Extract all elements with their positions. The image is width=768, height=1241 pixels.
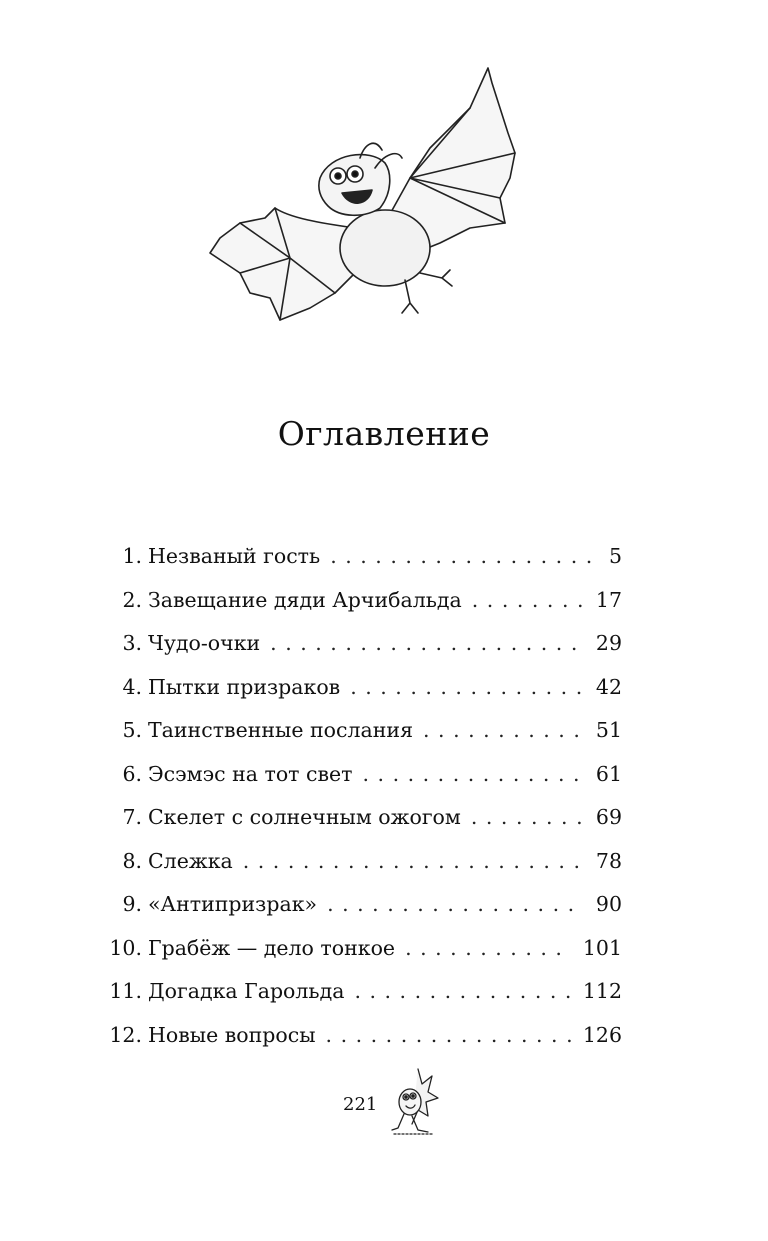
toc-entry[interactable]: [104, 535, 622, 579]
toc-dot-leader: [243, 840, 584, 884]
toc-entry-number: 12.: [109, 1022, 142, 1047]
toc-entry-number: 11.: [109, 979, 142, 1003]
toc-entry-page: 29: [595, 631, 622, 655]
toc-entry-title: «Антипризрак»: [148, 892, 318, 916]
toc-entry-page: 69: [595, 805, 622, 829]
toc-entry-title: Догадка Гарольда: [148, 979, 345, 1003]
toc-entry-number: 1.: [122, 544, 142, 568]
toc-dot-leader: [423, 709, 584, 753]
toc-entry-number: 9.: [122, 892, 142, 916]
toc-dot-leader: [326, 1014, 571, 1058]
toc-dot-leader: [363, 753, 584, 797]
toc-entry-title: Незваный гость: [148, 544, 321, 568]
toc-entry-page: 42: [595, 674, 622, 699]
toc-entry[interactable]: [104, 709, 622, 753]
toc-entry-page: 78: [595, 848, 622, 873]
toc-entry-page: 61: [595, 761, 622, 786]
toc-entry-number: 7.: [122, 805, 142, 829]
toc-entry-number: 2.: [122, 587, 142, 612]
toc-entry-title: Завещание дяди Арчибальда: [148, 587, 462, 612]
toc-entry-title: Грабёж — дело тонкое: [148, 935, 396, 960]
bat-icon: [170, 58, 530, 343]
toc-dot-leader: [270, 622, 584, 666]
toc-entry-title: Слежка: [148, 848, 233, 873]
toc-entry-title: Новые вопросы: [148, 1022, 316, 1047]
toc-entry[interactable]: [104, 666, 622, 710]
toc-dot-leader: [327, 883, 584, 927]
toc-entry-page: 90: [595, 892, 622, 916]
toc-dot-leader: [405, 927, 571, 971]
toc-dot-leader: [350, 666, 584, 710]
toc-entry[interactable]: [104, 883, 622, 927]
toc-entry-number: 4.: [122, 674, 142, 699]
toc-entry-page: 101: [582, 935, 622, 960]
toc-entry[interactable]: [104, 753, 622, 797]
toc-entry-title: Таинственные послания: [148, 718, 413, 742]
toc-entry-number: 3.: [122, 631, 142, 655]
toc-entry[interactable]: [104, 579, 622, 623]
toc-dot-leader: [472, 579, 584, 623]
table-of-contents: [104, 535, 622, 1057]
page-number: 221: [343, 1094, 378, 1115]
toc-dot-leader: [471, 796, 584, 840]
toc-entry-page: 5: [608, 544, 622, 568]
toc-entry-title: Чудо-очки: [148, 631, 261, 655]
toc-entry-number: 10.: [109, 935, 142, 960]
toc-entry-number: 6.: [122, 761, 142, 786]
toc-entry-title: Скелет с солнечным ожогом: [148, 805, 461, 829]
toc-entry[interactable]: [104, 970, 622, 1014]
toc-entry-page: 112: [582, 979, 622, 1003]
toc-entry[interactable]: [104, 1014, 622, 1058]
toc-entry-title: Эсэмэс на тот свет: [148, 761, 353, 786]
monster-icon: [388, 1064, 444, 1140]
toc-dot-leader: [330, 535, 596, 579]
toc-entry-page: 17: [595, 587, 622, 612]
toc-entry-page: 126: [582, 1022, 622, 1047]
toc-entry[interactable]: [104, 840, 622, 884]
page-title: Оглавление: [277, 414, 491, 453]
toc-entry-title: Пытки призраков: [148, 674, 341, 699]
toc-entry[interactable]: [104, 622, 622, 666]
toc-entry[interactable]: [104, 796, 622, 840]
toc-entry-page: 51: [595, 718, 622, 742]
toc-entry-number: 5.: [122, 718, 142, 742]
toc-entry[interactable]: [104, 927, 622, 971]
toc-dot-leader: [354, 970, 570, 1014]
toc-entry-number: 8.: [122, 848, 142, 873]
